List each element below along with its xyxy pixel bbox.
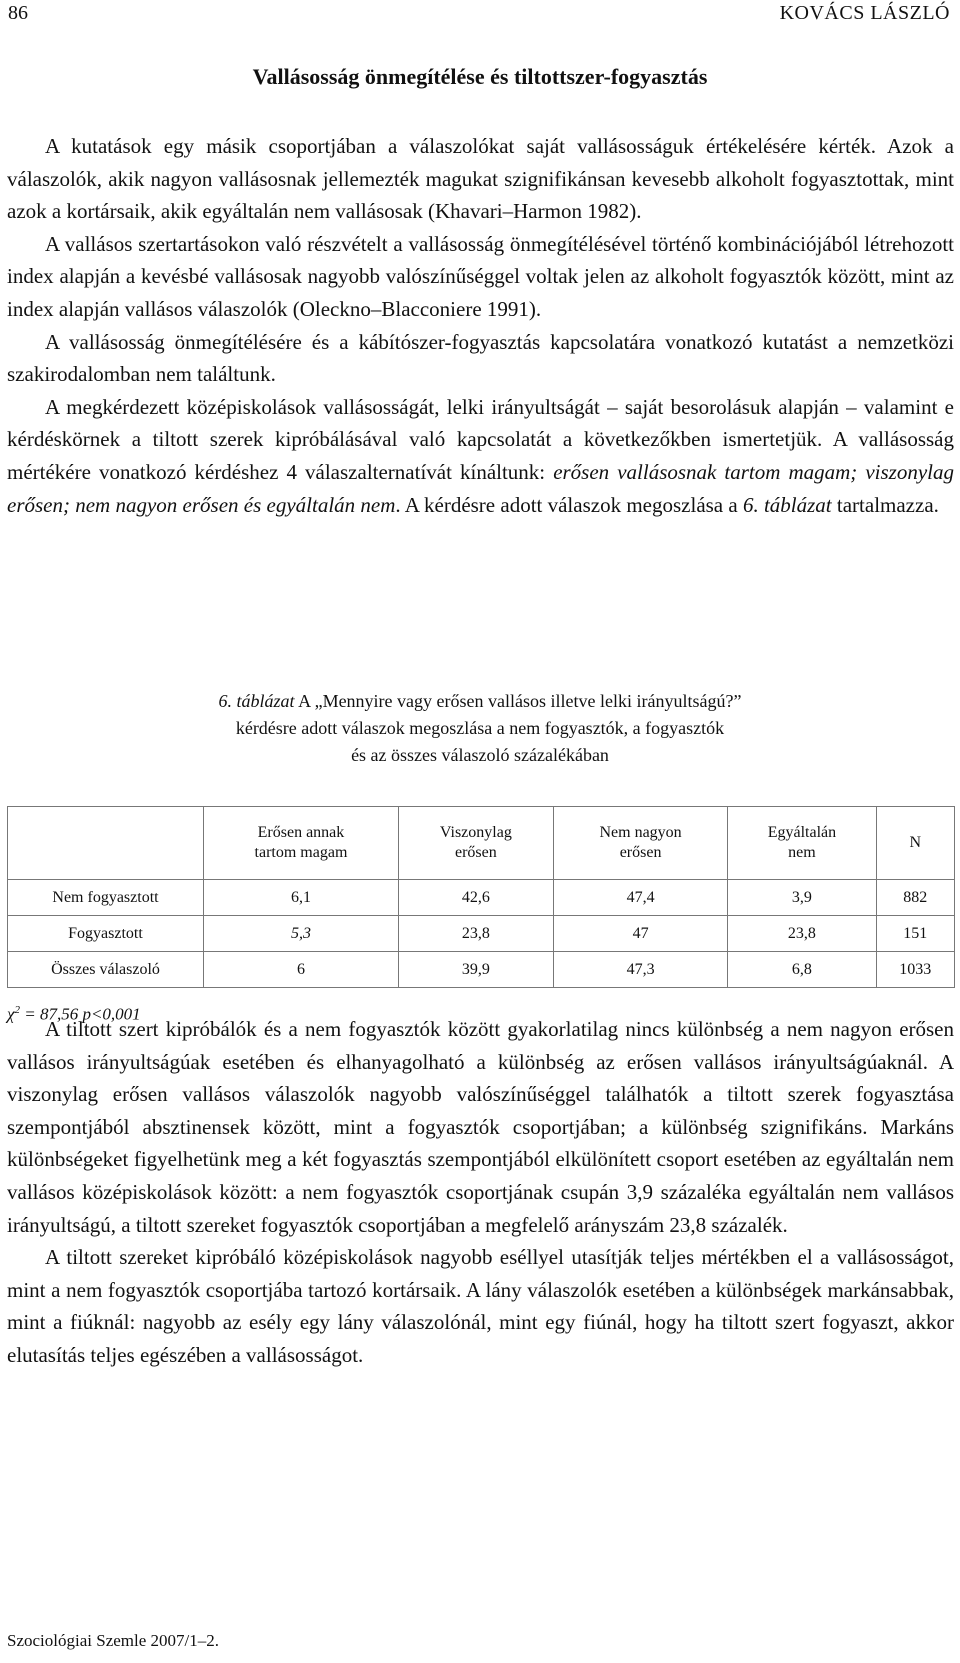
table-cell: 42,6 — [398, 880, 553, 916]
caption-line: és az összes válaszoló százalékában — [351, 745, 609, 765]
chi-symbol: χ — [7, 1004, 15, 1024]
data-table — [7, 806, 955, 988]
table-cell: 5,3 — [204, 916, 399, 952]
table-caption — [0, 688, 960, 769]
row-label: Fogyasztott — [8, 916, 204, 952]
table-reference: 6. táblázat — [742, 492, 832, 517]
chi-exponent: 2 — [14, 1004, 20, 1016]
table-cell: 6,1 — [204, 880, 399, 916]
table-cell: 151 — [876, 916, 954, 952]
row-label: Nem fogyasztott — [8, 880, 204, 916]
paragraph: A tiltott szereket kipróbáló középiskolások nagyobb eséllyel utasítják teljes mértékben el a vallásosságot, mint a nem fogyasztók csoportjába tartozó kortársaik. A lány válaszolók esetében a különbségek markánsabbak, mint a fiúknál: nagyobb az esély egy lány válaszolónál, mint egy fiúnál, hogy ha tiltott szert fogyaszt, akkor elutasítás teljes egészében a vallásosságot. — [7, 1245, 954, 1367]
running-head: KOVÁCS LÁSZLÓ — [779, 2, 950, 24]
column-header: N — [876, 807, 954, 880]
table-cell: 23,8 — [398, 916, 553, 952]
journal-footer: Szociológiai Szemle 2007/1–2. — [7, 1631, 219, 1650]
table-cell: 39,9 — [398, 952, 553, 988]
caption-label: 6. táblázat — [218, 691, 295, 711]
table-cell: 6 — [204, 952, 399, 988]
row-label: Összes válaszoló — [8, 952, 204, 988]
table-cell: 1033 — [876, 952, 954, 988]
intro-text — [7, 130, 954, 521]
paragraph: A kutatások egy másik csoportjában a válaszolókat saját vallásosságuk értékelésére kérték. Azok a válaszolók, akik nagyon vallásosnak jellemezték magukat szignifikánsan kevesebb alkoholt fogyasztottak, mint azok a kortársaik, akik egyáltalán nem vallásosak (Khavari–Harmon 1982). — [7, 134, 954, 224]
table-cell: 47 — [553, 916, 728, 952]
paragraph — [7, 391, 954, 521]
table-row — [8, 952, 955, 988]
column-header: Erősen annak tartom magam — [204, 807, 399, 880]
caption-text: A „Mennyire vagy erősen vallásos illetve lelki irányultságú?” — [294, 691, 742, 711]
paragraph: A vallásos szertartásokon való részvételt a vallásosság önmegítélésével történő kombinációjából létrehozott index alapján a kevésbé vallásosak nagyobb valószínűséggel voltak jelen az alkoholt fogyasztók között, mint az index alapján vallásos válaszolók (Oleckno–Blacconiere 1991). — [7, 231, 954, 321]
column-header: Egyáltalán nem — [728, 807, 876, 880]
table-cell: 47,4 — [553, 880, 728, 916]
table-cell: 6,8 — [728, 952, 876, 988]
table-cell: 3,9 — [728, 880, 876, 916]
column-header: Viszonylag erősen — [398, 807, 553, 880]
paragraph-text: A megkérdezett középiskolások vallásosságát, lelki irányultságát – saját besorolásuk alapján – valamint e kérdéskörnek a tiltott szerek kipróbálásával való kapcsolatát a következőkben ismertetjük. A vallásosság mértékére vonatkozó kérdéshez 4 válaszalternatívát kínáltunk: — [7, 394, 954, 484]
paragraph: A vallásosság önmegítélésére és a kábítószer-fogyasztás kapcsolatára vonatkozó kutatást a nemzetközi szakirodalomban nem találtunk. — [7, 329, 954, 387]
table-cell: 23,8 — [728, 916, 876, 952]
paragraph: A tiltott szert kipróbálók és a nem fogyasztók között gyakorlatilag nincs különbség a nem nagyon erősen vallásos irányultságúak esetében és elhanyagolható a különbség az erősen vallásos irányultságúaknál. A viszonylag erősen vallásos válaszolók nagyobb valószínűséggel találhatók a tiltott szerek fogyasztása szempontjából absztinensek között, mint a fogyasztók csoportjában; a különbség szignifikáns. Markáns különbségeket figyelhetünk meg a két fogyasztás szempontjából elkülönített csoport esetében az egyáltalán nem vallásos középiskolások között: a nem fogyasztók csoportjának csupán 3,9 százaléka egyáltalán nem vallásos irányultságú, a tiltott szereket fogyasztók csoportjában a megfelelő arányszám 23,8 százalék. — [7, 1017, 954, 1237]
corner-cell — [8, 807, 204, 880]
page-number: 86 — [8, 2, 28, 24]
answer-options: erősen vallásosnak tartom magam; viszonylag erősen; nem nagyon erősen és egyáltalán nem — [7, 459, 954, 517]
discussion-text — [7, 1013, 954, 1372]
section-title: Vallásosság önmegítélése és tiltottszer-fogyasztás — [252, 64, 708, 89]
table-cell: 47,3 — [553, 952, 728, 988]
table-row — [8, 916, 955, 952]
paragraph-text: tartalmazza. — [831, 492, 939, 517]
table-row — [8, 880, 955, 916]
caption-line: kérdésre adott válaszok megoszlása a nem fogyasztók, a fogyasztók — [235, 718, 725, 738]
paragraph-text: . A kérdésre adott válaszok megoszlása a — [395, 492, 743, 517]
table-header-row — [8, 807, 955, 880]
table-cell: 882 — [876, 880, 954, 916]
column-header: Nem nagyon erősen — [553, 807, 728, 880]
caption-line — [0, 688, 960, 715]
statistic-value: = 87,56 p<0,001 — [19, 1004, 141, 1024]
